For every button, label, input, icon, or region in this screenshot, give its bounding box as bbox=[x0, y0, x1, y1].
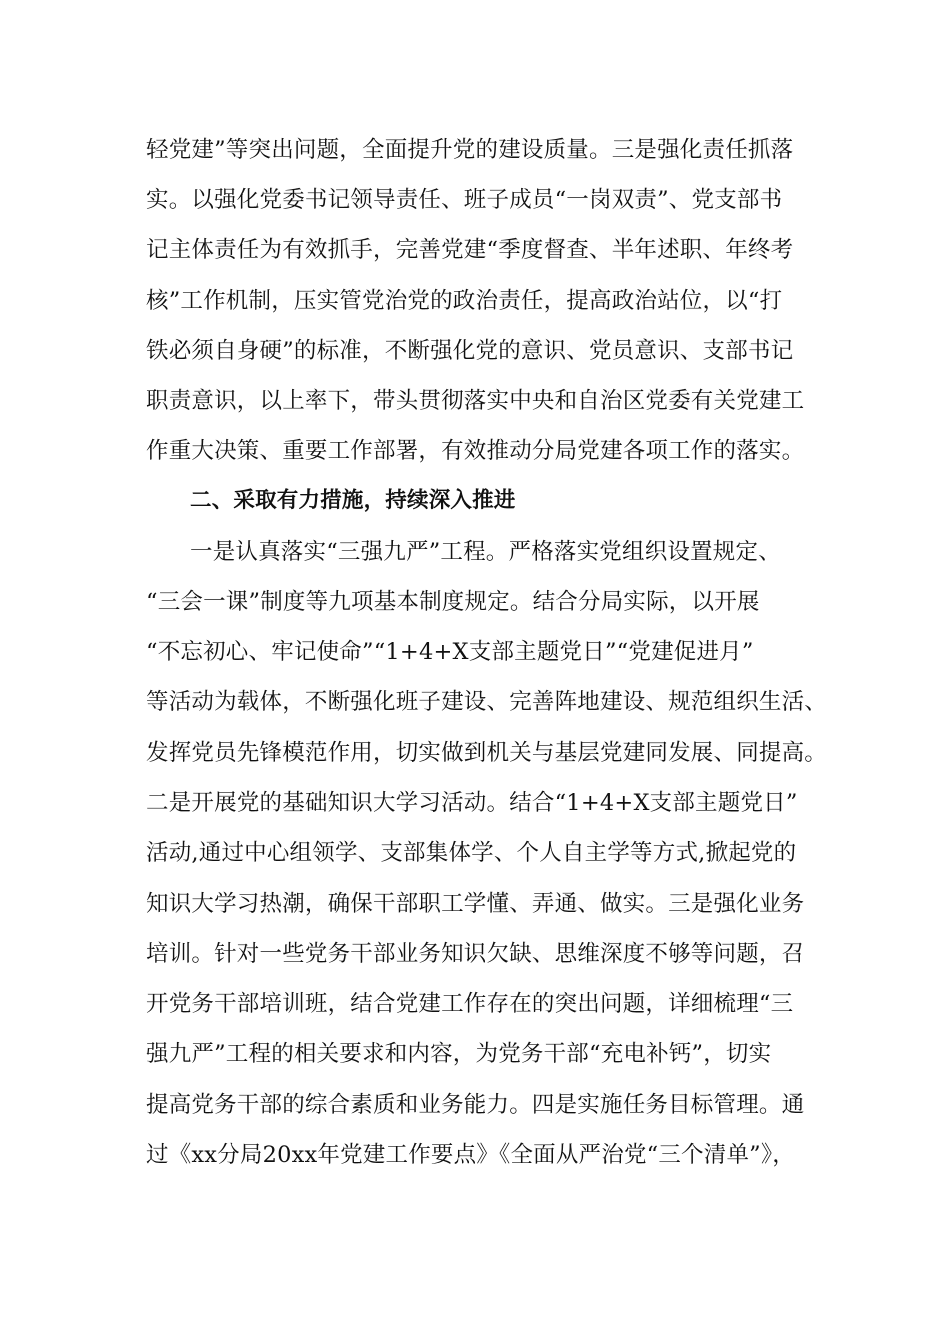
paragraph-line: 记主体责任为有效抓手，完善党建“季度督查、半年述职、年终考 bbox=[146, 237, 794, 263]
paragraph-line: 核”工作机制，压实管党治党的政治责任，提高政治站位，以“打 bbox=[146, 288, 783, 314]
section-heading: 二、采取有力措施，持续深入推进 bbox=[190, 488, 516, 513]
paragraph-line: 二是开展党的基础知识大学习活动。结合“1+4+X支部主题党日” bbox=[146, 790, 798, 816]
paragraph-line: “三会一课”制度等九项基本制度规定。结合分局实际，以开展 bbox=[146, 589, 760, 615]
paragraph-line: 轻党建”等突出问题，全面提升党的建设质量。三是强化责任抓落 bbox=[146, 137, 794, 163]
paragraph-line: 职责意识，以上率下，带头贯彻落实中央和自治区党委有关党建工 bbox=[146, 388, 805, 414]
paragraph-line: 铁必须自身硬”的标准，不断强化党的意识、党员意识、支部书记 bbox=[146, 338, 794, 364]
paragraph-line: 发挥党员先锋模范作用，切实做到机关与基层党建同发展、同提高。 bbox=[146, 740, 828, 766]
paragraph-line: 知识大学习热潮，确保干部职工学懂、弄通、做实。三是强化业务 bbox=[146, 891, 805, 917]
paragraph-line: 强九严”工程的相关要求和内容，为党务干部“充电补钙”，切实 bbox=[146, 1041, 772, 1067]
paragraph-line: 一是认真落实“三强九严”工程。严格落实党组织设置规定、 bbox=[190, 539, 781, 565]
paragraph-line: 实。以强化党委书记领导责任、班子成员“一岗双责”、党支部书 bbox=[146, 187, 783, 213]
paragraph-line: 等活动为载体，不断强化班子建设、完善阵地建设、规范组织生活、 bbox=[146, 689, 828, 715]
paragraph-line: 活动,通过中心组领学、支部集体学、个人自主学等方式,掀起党的 bbox=[146, 840, 797, 866]
paragraph-line: 提高党务干部的综合素质和业务能力。四是实施任务目标管理。通 bbox=[146, 1092, 805, 1118]
paragraph-line: 开党务干部培训班，结合党建工作存在的突出问题，详细梳理“三 bbox=[146, 991, 794, 1017]
paragraph-line: 过《xx分局20xx年党建工作要点》《全面从严治党“三个清单”》， bbox=[146, 1142, 795, 1168]
paragraph-line: “不忘初心、牢记使命”“1+4+X支部主题党日”“党建促进月” bbox=[146, 639, 754, 665]
paragraph-line: 培训。针对一些党务干部业务知识欠缺、思维深度不够等问题，召 bbox=[146, 941, 805, 967]
paragraph-line: 作重大决策、重要工作部署，有效推动分局党建各项工作的落实。 bbox=[146, 438, 805, 464]
